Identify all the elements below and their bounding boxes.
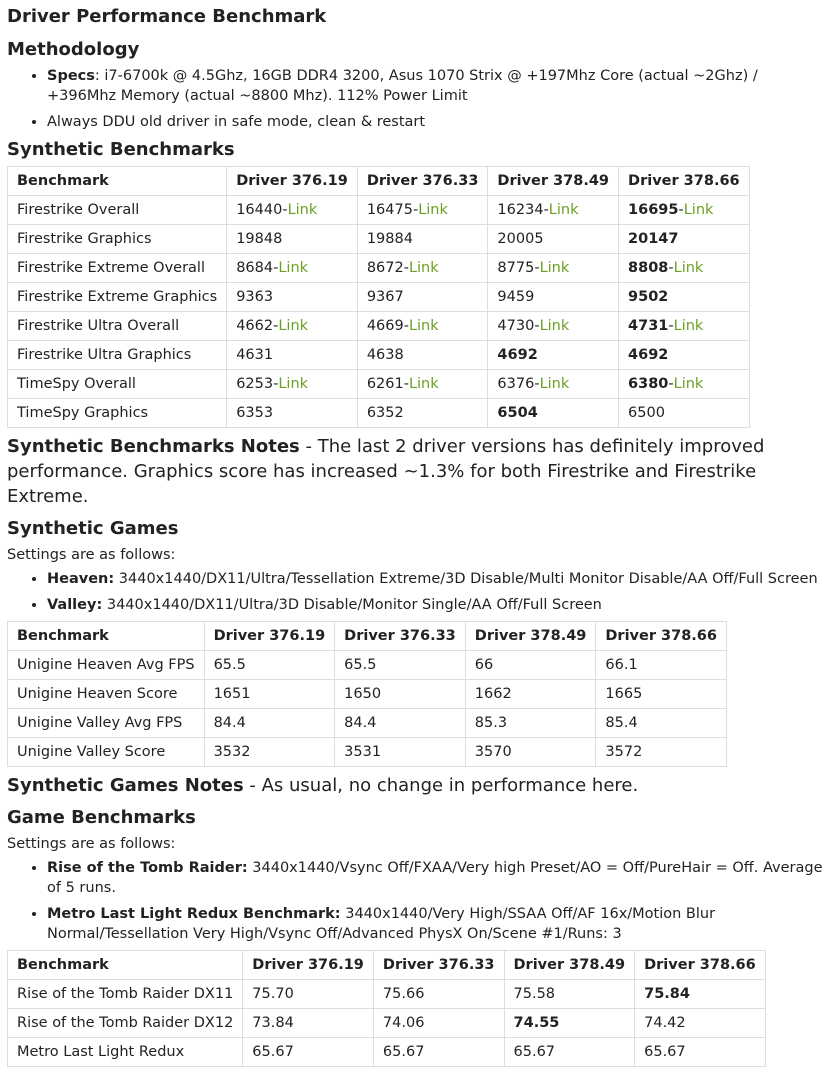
row-label: Firestrike Ultra Overall: [8, 312, 227, 341]
synthetic-games-table-body: [8, 651, 727, 767]
table-cell: [204, 651, 335, 680]
table-cell: [204, 680, 335, 709]
item-label: Heaven:: [47, 571, 115, 587]
cell-value: 6380: [628, 376, 669, 392]
cell-value: 4638: [366, 347, 404, 363]
cell-value: 84.4: [344, 715, 377, 731]
item-text: 3440x1440/DX11/Ultra/Tessellation Extreme/3D Disable/Multi Monitor Disable/AA Off/Full Screen: [114, 571, 818, 587]
result-link[interactable]: Link: [278, 318, 309, 334]
table-cell: [504, 1009, 635, 1038]
list-item: [47, 858, 830, 898]
notes-label: Synthetic Benchmarks Notes: [7, 436, 300, 457]
cell-value: 75.66: [382, 986, 425, 1002]
cell-value: 6253: [236, 376, 274, 392]
cell-value: 65.67: [382, 1044, 425, 1060]
column-header: Driver 378.66: [635, 951, 766, 980]
table-cell: [227, 225, 358, 254]
column-header: Driver 376.33: [357, 167, 488, 196]
synthetic-games-intro: Settings are as follows:: [7, 547, 176, 563]
cell-value: 1662: [474, 686, 512, 702]
game-benchmarks-heading: Game Benchmarks: [7, 807, 196, 828]
result-link[interactable]: Link: [278, 376, 309, 392]
cell-value: 9363: [236, 289, 274, 305]
cell-value: 1665: [605, 686, 643, 702]
table-row: [8, 254, 750, 283]
table-cell: [465, 709, 596, 738]
table-cell: [335, 738, 466, 767]
cell-value: 3531: [344, 744, 382, 760]
table-row: [8, 399, 750, 428]
table-cell: 4730-Link: [488, 312, 619, 341]
cell-value: 16440: [236, 202, 283, 218]
cell-value: 16475: [366, 202, 413, 218]
table-cell: 16695-Link: [619, 196, 750, 225]
cell-value: 19848: [236, 231, 283, 247]
table-cell: [488, 225, 619, 254]
row-label: TimeSpy Graphics: [8, 399, 227, 428]
cell-value: 65.5: [344, 657, 377, 673]
table-cell: [373, 1009, 504, 1038]
table-cell: [357, 399, 488, 428]
table-cell: [335, 680, 466, 709]
row-label: Rise of the Tomb Raider DX12: [8, 1009, 243, 1038]
list-item: [47, 66, 830, 106]
column-header: Driver 378.49: [488, 167, 619, 196]
synthetic-games-list: [7, 569, 830, 615]
item-sep: :: [94, 68, 105, 84]
row-label: Firestrike Extreme Graphics: [8, 283, 227, 312]
cell-value: 1650: [344, 686, 382, 702]
synthetic-table-body: [8, 196, 750, 428]
cell-value: 65.67: [644, 1044, 686, 1060]
cell-value: 75.84: [644, 986, 690, 1002]
list-item: [47, 595, 830, 615]
table-cell: [619, 225, 750, 254]
table-cell: [596, 738, 727, 767]
table-cell: [204, 738, 335, 767]
row-label: Firestrike Extreme Overall: [8, 254, 227, 283]
cell-value: 85.4: [605, 715, 638, 731]
result-link[interactable]: Link: [539, 318, 570, 334]
cell-value: 6261: [366, 376, 404, 392]
item-label: Specs: [47, 68, 95, 84]
cell-value: 4730: [497, 318, 535, 334]
cell-value: 16695: [628, 202, 679, 218]
table-header-row: [8, 167, 750, 196]
table-cell: 16475-Link: [357, 196, 488, 225]
cell-value: 4631: [236, 347, 274, 363]
table-cell: [596, 709, 727, 738]
item-text: 3440x1440/Vsync Off/FXAA/Very high Preset/AO = Off/PureHair = Off. Average of 5 runs.: [47, 860, 823, 896]
table-cell: 8684-Link: [227, 254, 358, 283]
cell-value: 3570: [474, 744, 512, 760]
row-label: Unigine Heaven Avg FPS: [8, 651, 205, 680]
table-cell: 6380-Link: [619, 370, 750, 399]
cell-value: 3572: [605, 744, 643, 760]
item-text: 3440x1440/Very High/SSAA Off/AF 16x/Motion Blur Normal/Tessellation Very High/Vsync Off/Advanced PhysX On/Scene #1/Runs: 3: [47, 906, 716, 942]
table-cell: [243, 1038, 374, 1067]
cell-value: 6353: [236, 405, 274, 421]
result-link[interactable]: Link: [408, 376, 439, 392]
column-header: Driver 376.19: [204, 622, 335, 651]
result-link[interactable]: Link: [278, 260, 309, 276]
table-cell: [243, 1009, 374, 1038]
table-cell: [227, 341, 358, 370]
cell-value: 85.3: [474, 715, 508, 731]
table-cell: [635, 1038, 766, 1067]
game-benchmarks-table-body: [8, 980, 766, 1067]
table-cell: [227, 399, 358, 428]
table-row: [8, 196, 750, 225]
cell-value: 74.42: [644, 1015, 686, 1031]
table-cell: [357, 341, 488, 370]
table-row: [8, 283, 750, 312]
table-cell: [335, 709, 466, 738]
item-label: Valley:: [47, 597, 103, 613]
page-title: Driver Performance Benchmark: [7, 6, 327, 27]
table-row: [8, 980, 766, 1009]
table-cell: [357, 283, 488, 312]
cell-value: 9502: [628, 289, 669, 305]
result-link[interactable]: Link: [418, 202, 448, 218]
result-link[interactable]: Link: [539, 376, 570, 392]
notes-label: Synthetic Games Notes: [7, 775, 244, 796]
table-cell: [504, 1038, 635, 1067]
game-benchmarks-list: [7, 858, 830, 944]
item-text: Always DDU old driver in safe mode, clean & restart: [47, 114, 426, 130]
table-cell: [204, 709, 335, 738]
table-cell: 16234-Link: [488, 196, 619, 225]
row-label: Unigine Heaven Score: [8, 680, 205, 709]
table-cell: [619, 341, 750, 370]
cell-value: 3532: [213, 744, 251, 760]
row-label: Unigine Valley Avg FPS: [8, 709, 205, 738]
column-header: Driver 378.49: [504, 951, 635, 980]
table-header-row: [8, 951, 766, 980]
synthetic-games-notes: [7, 773, 830, 798]
table-row: [8, 312, 750, 341]
table-cell: 16440-Link: [227, 196, 358, 225]
result-link[interactable]: Link: [683, 202, 714, 218]
cell-value: 75.70: [252, 986, 294, 1002]
cell-value: 19884: [366, 231, 413, 247]
table-cell: [488, 341, 619, 370]
cell-value: 65.67: [252, 1044, 294, 1060]
game-benchmarks-table: [7, 950, 766, 1067]
table-cell: [488, 399, 619, 428]
item-text: 3440x1440/DX11/Ultra/3D Disable/Monitor Single/AA Off/Full Screen: [102, 597, 602, 613]
cell-value: 1651: [213, 686, 251, 702]
column-header: Driver 376.33: [373, 951, 504, 980]
row-label: Firestrike Graphics: [8, 225, 227, 254]
row-label: Rise of the Tomb Raider DX11: [8, 980, 243, 1009]
item-text: i7-6700k @ 4.5Ghz, 16GB DDR4 3200, Asus 1070 Strix @ +197Mhz Core (actual ~2Ghz) / +396Mhz Memory (actual ~8800 Mhz). 112% Power Limit: [47, 68, 758, 104]
cell-value: 9367: [366, 289, 404, 305]
cell-value: 6352: [366, 405, 404, 421]
row-label: Unigine Valley Score: [8, 738, 205, 767]
table-cell: 6253-Link: [227, 370, 358, 399]
column-header: Driver 378.49: [465, 622, 596, 651]
cell-value: 4692: [497, 347, 538, 363]
notes-text: - The last 2 driver versions has definitely improved performance. Graphics score has increased ~1.3% for both Firestrike and Firestrike Extreme.: [7, 436, 765, 507]
list-item: [47, 904, 830, 944]
list-item: [47, 569, 830, 589]
table-cell: 4731-Link: [619, 312, 750, 341]
cell-value: 4731: [628, 318, 669, 334]
table-row: [8, 1009, 766, 1038]
cell-value: 8672: [366, 260, 404, 276]
table-cell: [357, 225, 488, 254]
cell-value: 8684: [236, 260, 274, 276]
item-label: Metro Last Light Redux Benchmark:: [47, 906, 341, 922]
cell-value: 65.5: [213, 657, 246, 673]
cell-value: 66.1: [605, 657, 638, 673]
table-row: [8, 680, 727, 709]
column-header: Driver 378.66: [619, 167, 750, 196]
table-cell: 4662-Link: [227, 312, 358, 341]
methodology-list: [7, 66, 830, 132]
result-link[interactable]: Link: [408, 260, 439, 276]
table-cell: [504, 980, 635, 1009]
result-link[interactable]: Link: [673, 318, 704, 334]
result-link[interactable]: Link: [673, 376, 704, 392]
column-header: Driver 376.19: [243, 951, 374, 980]
table-cell: 8808-Link: [619, 254, 750, 283]
cell-value: 4662: [236, 318, 274, 334]
table-row: [8, 738, 727, 767]
table-cell: [635, 1009, 766, 1038]
item-label: Rise of the Tomb Raider:: [47, 860, 248, 876]
table-cell: [465, 651, 596, 680]
cell-value: 6500: [628, 405, 665, 421]
cell-value: 6376: [497, 376, 535, 392]
result-link[interactable]: Link: [408, 318, 439, 334]
table-row: [8, 370, 750, 399]
row-label: Metro Last Light Redux: [8, 1038, 243, 1067]
row-label: TimeSpy Overall: [8, 370, 227, 399]
result-link[interactable]: Link: [673, 260, 704, 276]
cell-value: 73.84: [252, 1015, 294, 1031]
table-row: [8, 651, 727, 680]
synthetic-table: [7, 166, 750, 428]
table-cell: 6376-Link: [488, 370, 619, 399]
column-header: Driver 376.19: [227, 167, 358, 196]
cell-value: 84.4: [213, 715, 246, 731]
table-row: [8, 709, 727, 738]
methodology-heading: Methodology: [7, 39, 140, 60]
game-benchmarks-intro: Settings are as follows:: [7, 836, 176, 852]
cell-value: 16234: [497, 202, 544, 218]
cell-value: 74.06: [382, 1015, 425, 1031]
cell-value: 65.67: [513, 1044, 556, 1060]
table-cell: [619, 399, 750, 428]
result-link[interactable]: Link: [287, 202, 318, 218]
column-header: Benchmark: [8, 622, 205, 651]
cell-value: 4692: [628, 347, 669, 363]
notes-text: - As usual, no change in performance here.: [243, 775, 639, 796]
column-header: Benchmark: [8, 951, 243, 980]
row-label: Firestrike Ultra Graphics: [8, 341, 227, 370]
cell-value: 8775: [497, 260, 535, 276]
table-row: [8, 1038, 766, 1067]
synthetic-notes: [7, 434, 830, 509]
column-header: Benchmark: [8, 167, 227, 196]
cell-value: 8808: [628, 260, 669, 276]
table-cell: [243, 980, 374, 1009]
cell-value: 20005: [497, 231, 544, 247]
table-row: [8, 225, 750, 254]
cell-value: 74.55: [513, 1015, 560, 1031]
table-cell: 6261-Link: [357, 370, 488, 399]
synthetic-games-table: [7, 621, 727, 767]
table-cell: [596, 651, 727, 680]
list-item: [47, 112, 830, 132]
table-cell: [465, 738, 596, 767]
cell-value: 20147: [628, 231, 679, 247]
table-cell: [619, 283, 750, 312]
table-cell: [635, 980, 766, 1009]
table-cell: [335, 651, 466, 680]
synthetic-games-heading: Synthetic Games: [7, 518, 179, 539]
table-row: [8, 341, 750, 370]
table-cell: [227, 283, 358, 312]
cell-value: 4669: [366, 318, 404, 334]
table-cell: [373, 980, 504, 1009]
synthetic-heading: Synthetic Benchmarks: [7, 139, 235, 160]
table-cell: [373, 1038, 504, 1067]
cell-value: 75.58: [513, 986, 556, 1002]
table-cell: [465, 680, 596, 709]
table-cell: 8672-Link: [357, 254, 488, 283]
table-cell: 8775-Link: [488, 254, 619, 283]
cell-value: 6504: [497, 405, 538, 421]
table-header-row: [8, 622, 727, 651]
cell-value: 66: [474, 657, 494, 673]
table-cell: 4669-Link: [357, 312, 488, 341]
result-link[interactable]: Link: [539, 260, 570, 276]
table-cell: [488, 283, 619, 312]
cell-value: 9459: [497, 289, 535, 305]
result-link[interactable]: Link: [548, 202, 579, 218]
table-cell: [596, 680, 727, 709]
column-header: Driver 378.66: [596, 622, 727, 651]
row-label: Firestrike Overall: [8, 196, 227, 225]
column-header: Driver 376.33: [335, 622, 466, 651]
